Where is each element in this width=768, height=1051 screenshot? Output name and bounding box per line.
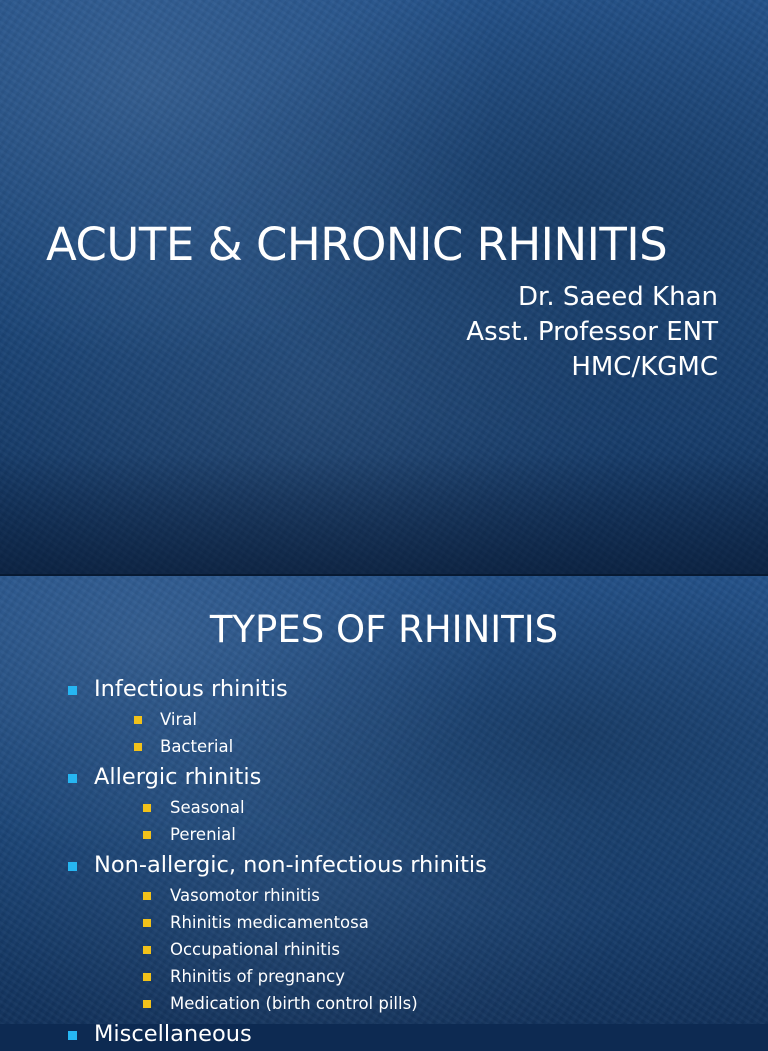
slide-title: ACUTE & CHRONIC RHINITIS — [46, 218, 668, 271]
square-bullet-icon — [143, 892, 151, 900]
list-item — [66, 1017, 487, 1051]
sub-list-item: Perenial — [94, 821, 487, 848]
author-position: Asst. Professor ENT — [466, 317, 718, 347]
sub-list-item: Bacterial — [94, 733, 487, 760]
square-bullet-icon — [143, 831, 151, 839]
sub-list-item: Viral — [94, 706, 487, 733]
square-bullet-icon — [68, 1031, 77, 1040]
list-item-label: Miscellaneous — [94, 1021, 252, 1047]
square-bullet-icon — [68, 686, 77, 695]
types-list — [66, 672, 487, 1051]
sub-list-item: Occupational rhinitis — [94, 936, 487, 963]
author-name: Dr. Saeed Khan — [518, 282, 718, 312]
square-bullet-icon — [134, 716, 142, 724]
square-bullet-icon — [143, 946, 151, 954]
square-bullet-icon — [68, 774, 77, 783]
sub-list — [94, 882, 487, 1017]
sub-list — [94, 706, 487, 760]
slide-2-title: TYPES OF RHINITIS — [209, 608, 559, 651]
sub-list — [94, 794, 487, 848]
sub-list-item: Seasonal — [94, 794, 487, 821]
square-bullet-icon — [68, 862, 77, 871]
list-item — [66, 760, 487, 848]
square-bullet-icon — [143, 804, 151, 812]
list-item — [66, 672, 487, 760]
sub-list-item: Rhinitis medicamentosa — [94, 909, 487, 936]
sub-list-item: Vasomotor rhinitis — [94, 882, 487, 909]
square-bullet-icon — [143, 919, 151, 927]
sub-list-item: Medication (birth control pills) — [94, 990, 487, 1017]
slide-subtitle — [466, 280, 718, 385]
list-item-label: Infectious rhinitis — [94, 676, 288, 702]
sub-list-item: Rhinitis of pregnancy — [94, 963, 487, 990]
list-item-label: Allergic rhinitis — [94, 764, 262, 790]
square-bullet-icon — [143, 973, 151, 981]
square-bullet-icon — [134, 743, 142, 751]
square-bullet-icon — [143, 1000, 151, 1008]
list-item-label: Non-allergic, non-infectious rhinitis — [94, 852, 487, 878]
list-item — [66, 848, 487, 1017]
author-institution: HMC/KGMC — [571, 352, 718, 382]
